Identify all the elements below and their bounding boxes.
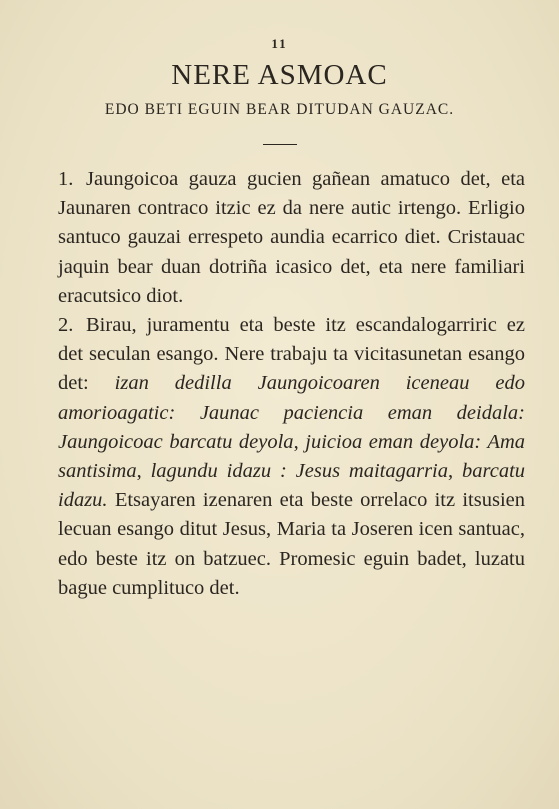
paragraph-2-italic-4: barcatu idazu. (58, 460, 526, 512)
paragraph-2-text-b: , (293, 430, 299, 453)
paragraph-2-text-c: , (136, 460, 142, 483)
paragraph-2-text-d: , (448, 460, 454, 483)
paragraph-2-italic-3: lagundu idazu : Jesus maitagarria (150, 460, 449, 483)
paragraph-1-text: Jaungoicoa gauza gucien gañean amatuco det, eta Jaunaren contraco itzic ez da nere autic irtengo. Erligio santuco gauzai errespeto aundia ecarrico diet. Cristauac jaquin bear duan dotriña icasico det, eta nere familiari eracutsico diot. (58, 168, 525, 307)
paragraph-1 (58, 165, 525, 311)
divider-rule (263, 144, 297, 145)
paragraph-2-italic-2: juicioa eman deyola: Ama santisima (58, 430, 526, 483)
paragraph-2-text-e: Etsayaren izenaren eta beste orrelaco itz itsusien lecuan esango ditut Jesus, Maria ta Joseren icen santuac, edo beste itz on batzuec. Promesic eguin badet, luzatu bague cumplituco det. (58, 489, 526, 599)
paragraph-2-italic-1: izan dedilla Jaungoicoaren iceneau edo amorioagatic: Jaunac paciencia eman deidala: Jaungoicoac barcatu deyola (58, 372, 525, 453)
page-title: NERE ASMOAC (171, 59, 388, 91)
paragraph-2-text-a: Birau, juramentu eta beste itz escandalogarriric ez det seculan esango. Nere trabaju ta vicitasunetan esango det: (58, 314, 525, 395)
page-number: 11 (271, 36, 288, 51)
page-subtitle: EDO BETI EGUIN BEAR DITUDAN GAUZAC. (104, 101, 455, 118)
paragraph-1-number: 1. (58, 168, 74, 190)
paragraph-2-number: 2. (58, 314, 74, 337)
paragraph-2 (58, 311, 525, 603)
